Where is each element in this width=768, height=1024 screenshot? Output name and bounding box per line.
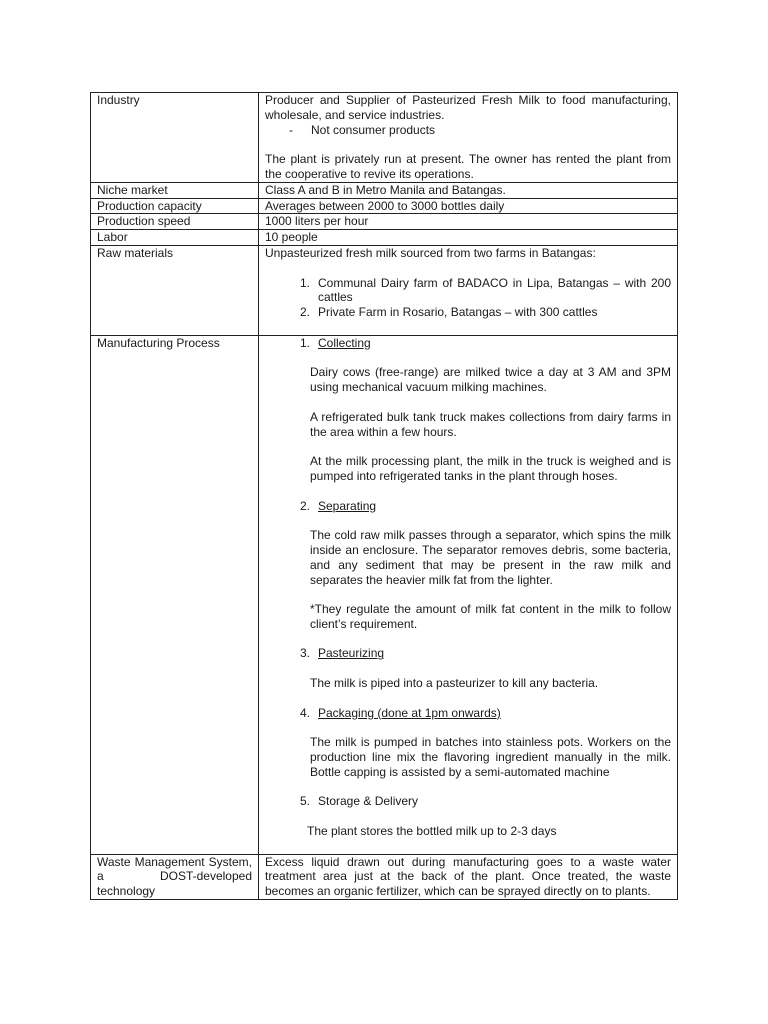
step-number: 3. bbox=[299, 646, 310, 661]
industry-line1: Producer and Supplier of Pasteurized Fresh Milk to food manufacturing, wholesale, and service industries. bbox=[265, 93, 671, 122]
row-industry bbox=[91, 93, 678, 183]
step-packaging bbox=[265, 706, 671, 721]
value-niche-market: Class A and B in Metro Manila and Batangas. bbox=[259, 182, 678, 198]
step-separating bbox=[265, 499, 671, 514]
list-item bbox=[265, 276, 671, 306]
info-table bbox=[90, 92, 678, 900]
row-labor bbox=[91, 230, 678, 246]
step-title: Collecting bbox=[318, 335, 371, 350]
step-paragraph: The milk is piped into a pasteurizer to kill any bacteria. bbox=[310, 676, 599, 691]
row-niche-market bbox=[91, 182, 678, 198]
step-paragraph: Dairy cows (free-range) are milked twice a day at 3 AM and 3PM using mechanical vacuum milking machines. bbox=[310, 365, 671, 395]
step-title: Pasteurizing bbox=[318, 646, 385, 661]
list-number: 2. bbox=[299, 305, 310, 320]
list-text: Private Farm in Rosario, Batangas – with 300 cattles bbox=[318, 305, 598, 320]
step-paragraph: The milk is pumped in batches into stainless pots. Workers on the production line mix the flavoring ingredient manually in the milk. Bottle capping is assisted by a semi-automated machine bbox=[310, 735, 671, 779]
row-production-capacity bbox=[91, 198, 678, 214]
label-production-capacity: Production capacity bbox=[91, 198, 259, 214]
step-paragraph: The plant stores the bottled milk up to 2-3 days bbox=[307, 824, 557, 839]
value-production-speed: 1000 liters per hour bbox=[259, 214, 678, 230]
list-number: 1. bbox=[299, 275, 310, 290]
bullet-dash: - bbox=[289, 122, 293, 137]
label-production-speed: Production speed bbox=[91, 214, 259, 230]
value-production-capacity: Averages between 2000 to 3000 bottles daily bbox=[259, 198, 678, 214]
label-industry: Industry bbox=[91, 93, 259, 183]
step-title: Storage & Delivery bbox=[318, 794, 419, 809]
list-item bbox=[265, 305, 671, 320]
step-paragraph: The cold raw milk passes through a separator, which spins the milk inside an enclosure. The separator removes debris, some bacteria, and any sediment that may be present in the raw milk and separates the heavier milk fat from the lighter. bbox=[310, 528, 671, 587]
label-manufacturing-process: Manufacturing Process bbox=[91, 335, 259, 854]
value-raw-materials bbox=[259, 245, 678, 335]
row-manufacturing-process bbox=[91, 335, 678, 854]
industry-bullet-text: Not consumer products bbox=[311, 122, 436, 137]
label-waste-management: Waste Management System, a DOST-developed technology bbox=[91, 854, 259, 899]
value-waste-management: Excess liquid drawn out during manufacturing goes to a waste water treatment area just at the back of the plant. Once treated, the waste becomes an organic fertilizer, which can be sprayed directly on to plants. bbox=[259, 854, 678, 899]
value-industry bbox=[259, 93, 678, 183]
step-number: 5. bbox=[299, 794, 310, 809]
raw-intro: Unpasteurized fresh milk sourced from two farms in Batangas: bbox=[265, 245, 596, 260]
step-title: Separating bbox=[318, 498, 377, 513]
row-production-speed bbox=[91, 214, 678, 230]
step-paragraph: *They regulate the amount of milk fat content in the milk to follow client’s requirement. bbox=[310, 602, 671, 631]
industry-bullet bbox=[265, 123, 671, 138]
step-storage-delivery bbox=[265, 794, 671, 809]
list-text: Communal Dairy farm of BADACO in Lipa, Batangas – with 200 cattles bbox=[318, 275, 671, 305]
step-collecting bbox=[265, 336, 671, 351]
industry-para2: The plant is privately run at present. The owner has rented the plant from the cooperative to revive its operations. bbox=[265, 152, 671, 181]
row-waste-management bbox=[91, 854, 678, 899]
label-raw-materials: Raw materials bbox=[91, 245, 259, 335]
value-manufacturing-process bbox=[259, 335, 678, 854]
label-labor: Labor bbox=[91, 230, 259, 246]
step-paragraph: A refrigerated bulk tank truck makes collections from dairy farms in the area within a few hours. bbox=[310, 409, 671, 439]
step-number: 4. bbox=[299, 705, 310, 720]
step-paragraph: At the milk processing plant, the milk in the truck is weighed and is pumped into refrigerated tanks in the plant through hoses. bbox=[310, 454, 671, 483]
value-labor: 10 people bbox=[259, 230, 678, 246]
row-raw-materials bbox=[91, 245, 678, 335]
step-number: 1. bbox=[299, 335, 310, 350]
step-number: 2. bbox=[299, 498, 310, 513]
step-title: Packaging (done at 1pm onwards) bbox=[318, 705, 501, 720]
step-pasteurizing bbox=[265, 646, 671, 661]
label-niche-market: Niche market bbox=[91, 182, 259, 198]
